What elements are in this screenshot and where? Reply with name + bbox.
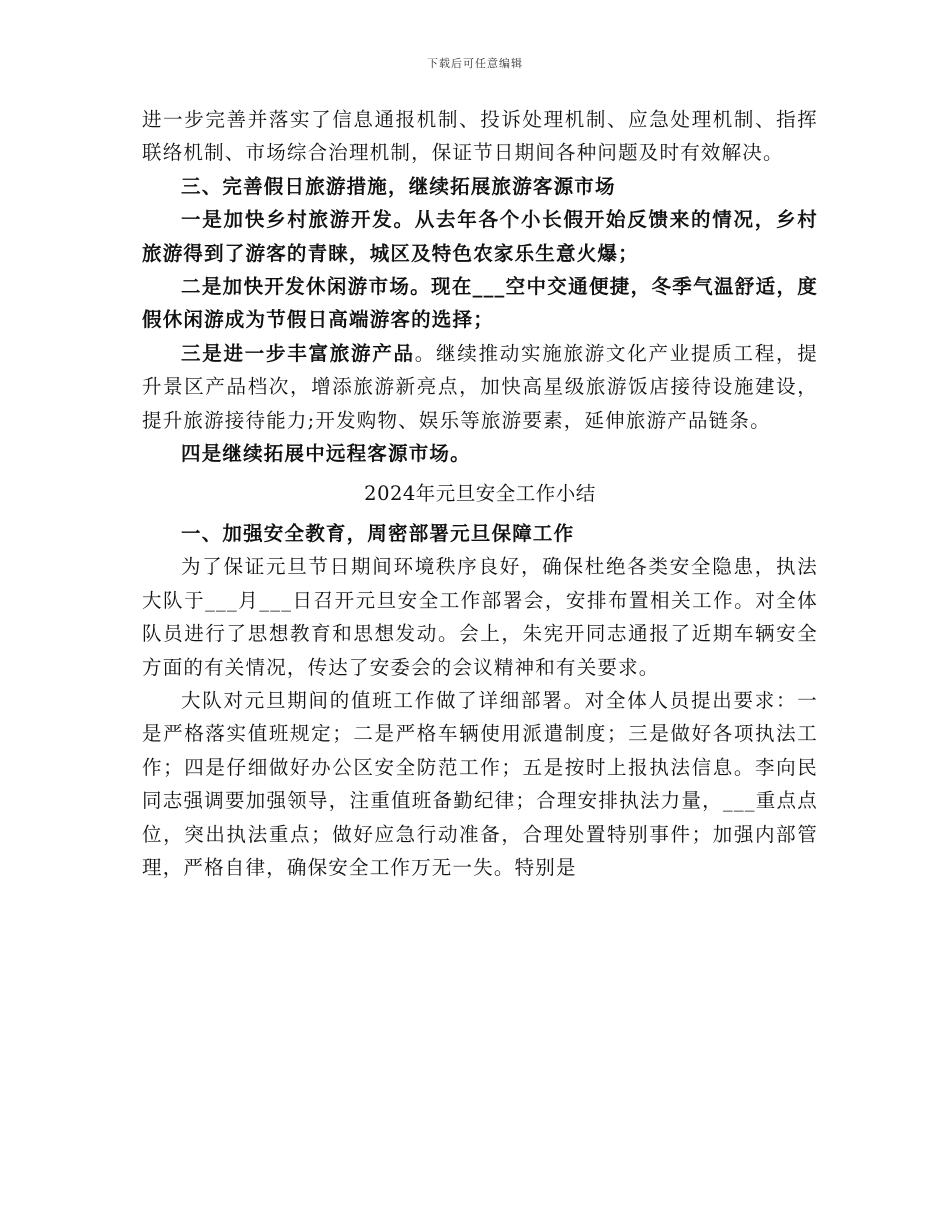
paragraph-duty-arrangement: 大队对元旦期间的值班工作做了详细部署。对全体人员提出要求：一是严格落实值班规定；二是严格车辆使用派遣制度；三是做好各项执法工作；四是仔细做好办公区安全防范工作；五是按时上报执法信息。李向民同志强调要加强领导，注重值班备勤纪律；合理安排执法力量，___重点点位，突出执法重点；做好应急行动准备，合理处置特别事件；加强内部管理，严格自律，确保安全工作万无一失。特别是 <box>142 688 818 879</box>
section-heading-3: 三、完善假日旅游措施，继续拓展旅游客源市场 <box>181 174 616 198</box>
paragraph-tourism-products <box>142 337 818 437</box>
section-heading-1: 一、加强安全教育，周密部署元旦保障工作 <box>181 521 575 545</box>
paragraph-long-distance-market: 四是继续拓展中远程客源市场。 <box>181 442 471 466</box>
page-header: 下载后可任意编辑 <box>427 57 523 70</box>
paragraph-mechanisms: 进一步完善并落实了信息通报机制、投诉处理机制、应急处理机制、指挥联络机制、市场综合治理机制，保证节日期间各种问题及时有效解决。 <box>142 108 818 165</box>
paragraph-leisure-market: 二是加快开发休闲游市场。现在___空中交通便捷，冬季气温舒适，度假休闲游成为节假日高端游客的选择； <box>142 275 818 332</box>
paragraph-rural-tourism: 一是加快乡村旅游开发。从去年各个小长假开始反馈来的情况，乡村旅游得到了游客的青睐，城区及特色农家乐生意火爆； <box>142 208 818 265</box>
paragraph-rest: 。继续推动实施旅游文化产业提质工程，提升景区产品档次，增添旅游新亮点，加快高星级旅游饭店接待设施建设，提升旅游接待能力;开发购物、娱乐等旅游要素，延伸旅游产品链条。 <box>142 341 818 432</box>
document-body <box>142 103 818 884</box>
paragraph-safety-meeting: 为了保证元旦节日期间环境秩序良好，确保杜绝各类安全隐患，执法大队于___月___日召开元旦安全工作部署会，安排布置相关工作。对全体队员进行了思想教育和思想发动。会上，朱宪开同志通报了近期车辆安全方面的有关情况，传达了安委会的会议精神和有关要求。 <box>142 555 818 679</box>
document-title: 2024年元旦安全工作小结 <box>364 482 596 506</box>
paragraph-lead: 三是进一步丰富旅游产品 <box>181 341 415 365</box>
